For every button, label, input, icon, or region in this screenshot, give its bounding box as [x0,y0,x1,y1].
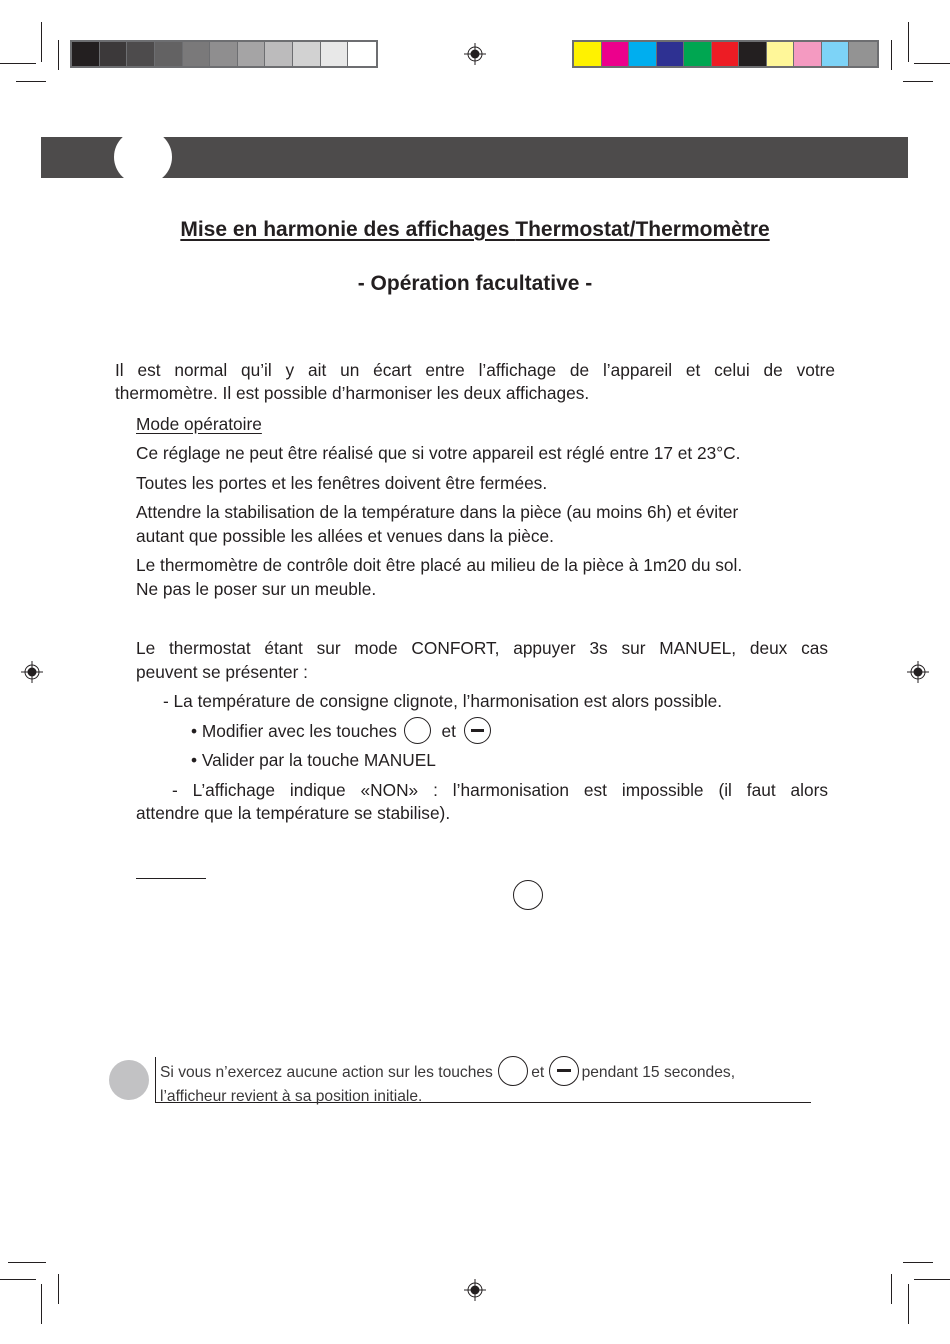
color-swatch [739,42,767,66]
procedure-line-1: Le thermostat étant sur mode CONFORT, appuyer 3s sur MANUEL, deux cas [136,638,828,658]
gray-swatch [321,42,349,66]
crop-mark [914,63,950,64]
title-part-1: Mise en harmonie des affichages [180,218,516,241]
plus-key-icon [498,1056,528,1086]
color-scale-bar [572,40,879,68]
note-line-2: l’afficheur revient à sa position initiale. [160,1088,423,1105]
gray-swatch [72,42,100,66]
mode-paragraph-3-line-1: Attendre la stabilisation de la température dans la pièce (au moins 6h) et éviter [136,502,739,522]
mode-heading: Mode opératoire [136,414,262,434]
page-title [0,218,950,242]
gray-swatch [293,42,321,66]
crosshair-target-icon [907,661,929,683]
crop-mark [908,1284,909,1324]
color-swatch [684,42,712,66]
color-swatch [767,42,795,66]
page-subtitle: - Opération facultative - [357,272,593,295]
crop-mark [58,1274,59,1304]
language-badge-circle [114,129,172,185]
crop-mark [903,81,933,82]
gray-swatch [183,42,211,66]
gray-swatch [100,42,128,66]
procedure-case-1: - La température de consigne clignote, l’harmonisation est alors possible. [163,691,723,711]
gray-swatch [265,42,293,66]
note-and: et [531,1064,545,1082]
crosshair-target-icon [21,661,43,683]
mode-paragraph-3-line-2: autant que possible les allées et venues dans la pièce. [136,526,554,546]
note-prefix: Si vous n’exercez aucune action sur les touches [160,1064,493,1082]
color-swatch [822,42,850,66]
mode-paragraph-1: Ce réglage ne peut être réalisé que si votre appareil est réglé entre 17 et 23°C. [136,443,741,463]
crop-mark [891,1274,892,1304]
procedure-bullet-1 [191,720,491,744]
gray-scale-bar [70,40,378,68]
plus-key-icon [404,717,431,744]
note-bullet-icon [109,1060,149,1100]
intro-line-2: thermomètre. Il est possible d’harmoniser les deux affichages. [115,383,590,403]
note-suffix: pendant 15 secondes, [581,1064,736,1082]
gray-swatch [238,42,266,66]
section-rule [136,878,206,879]
gray-swatch [348,42,376,66]
crop-mark [41,1284,42,1324]
crop-mark [0,63,36,64]
mode-paragraph-4-line-1: Le thermomètre de contrôle doit être placé au milieu de la pièce à 1m20 du sol. [136,555,743,575]
color-swatch [794,42,822,66]
crop-mark [903,1262,933,1263]
crop-mark [16,81,46,82]
procedure-bullet-2: • Valider par la touche MANUEL [191,750,436,770]
note-text [160,1060,735,1108]
crosshair-target-icon [464,1279,486,1301]
plus-key-icon [513,880,543,910]
crop-mark [908,22,909,62]
color-swatch [712,42,740,66]
crop-mark [58,40,59,70]
note-line-1 [160,1060,735,1086]
procedure-line-2: peuvent se présenter : [136,662,308,682]
gray-swatch [210,42,238,66]
color-swatch [602,42,630,66]
crop-mark [0,1279,36,1280]
crosshair-target-icon [464,43,486,65]
gray-swatch [127,42,155,66]
color-swatch [629,42,657,66]
procedure-case-2-line-2: attendre que la température se stabilise). [136,803,451,823]
color-swatch [657,42,685,66]
crop-mark [41,22,42,62]
color-swatch [574,42,602,66]
crop-mark [891,40,892,70]
minus-key-icon [464,717,491,744]
mode-paragraph-2: Toutes les portes et les fenêtres doivent être fermées. [136,473,548,493]
title-part-2: Thermostat/Thermomètre [515,218,770,241]
crop-mark [914,1279,950,1280]
gray-swatch [155,42,183,66]
color-swatch [849,42,877,66]
crop-mark [8,1262,46,1263]
bullet-1-text: • Modifier avec les touches [191,721,397,741]
bullet-1-and: et [441,721,456,741]
intro-line-1: Il est normal qu’il y ait un écart entre l’affichage de l’appareil et celui de votre [115,360,835,380]
procedure-case-2-line-1: - L’affichage indique «NON» : l’harmonisation est impossible (il faut alors [172,780,828,800]
mode-paragraph-4-line-2: Ne pas le poser sur un meuble. [136,579,377,599]
minus-key-icon [549,1056,579,1086]
